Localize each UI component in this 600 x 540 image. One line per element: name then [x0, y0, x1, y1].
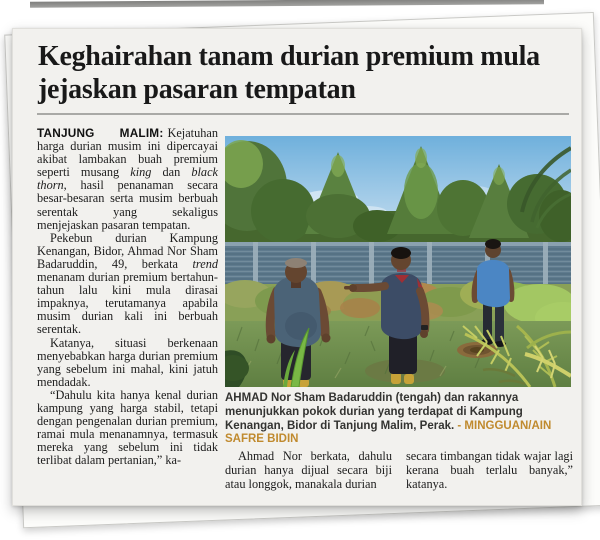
- paragraph-text: Pekebun durian Kampung Kenangan, Bidor, Ahmad Nor Sham Badaruddin, 49, berkata: [37, 230, 218, 271]
- photo-caption-text: AHMAD Nor Sham Badaruddin (tengah) dan rakannya menunjukkan pokok durian yang terdapat di Kampung Kenangan, Bidor di Tanjung Malim, Perak.: [225, 392, 523, 432]
- paragraph-3: Katanya, situasi berkenaan menyebabkan harga durian premium yang sebelum ini mahal, kini jatuh mendadak.: [37, 335, 218, 389]
- continuation-column-1: Ahmad Nor berkata, dahulu durian hanya dijual secara biji atau longgok, manakala durian: [225, 449, 392, 492]
- italic-term: black thorn: [37, 165, 218, 193]
- continuation-column-2: secara timbangan tidak wajar lagi kerana buah terlalu banyak,” katanya.: [406, 449, 573, 492]
- newspaper-clipping: [12, 28, 582, 506]
- paragraph-4: “Dahulu kita hanya kenal durian kampung yang harga stabil, tetapi dengan pengenalan durian premium, ramai mula menanamnya, termasuk mereka yang sebelum ini tidak terlibat dalam pertanian,” ka-: [37, 387, 218, 468]
- dateline: TANJUNG MALIM:: [37, 126, 164, 140]
- paragraph-text: , hasil penanaman secara besar-besaran serta musim berbuah serentak yang sekaligus menjejaskan pasaran tempatan.: [37, 178, 218, 232]
- article-continuation: [225, 449, 573, 492]
- photo-caption: [225, 392, 573, 447]
- headline-divider: [37, 113, 569, 115]
- headline: Keghairahan tanam durian premium mula jejaskan pasaran tempatan: [38, 41, 540, 105]
- paragraph-text: dan: [151, 165, 192, 180]
- article-photo: [225, 136, 571, 387]
- paragraph-text: menanam durian premium bertahun-tahun lalu kini mula dirasai impaknya, terutamanya apabila musim durian kali ini berbuah serentak.: [37, 270, 218, 337]
- photo-credit: - MINGGUAN/AIN SAFRE BIDIN: [225, 419, 552, 446]
- paragraph-text: Kejatuhan harga durian musim ini dipercayai akibat lambakan buah premium seperti musang: [37, 126, 218, 180]
- italic-term: king: [130, 165, 152, 180]
- paragraph-2: [37, 232, 218, 337]
- adjacent-page-edge: [30, 0, 544, 8]
- article-left-column: [37, 126, 218, 467]
- paragraph-1: [37, 126, 218, 232]
- italic-term: trend: [192, 256, 218, 271]
